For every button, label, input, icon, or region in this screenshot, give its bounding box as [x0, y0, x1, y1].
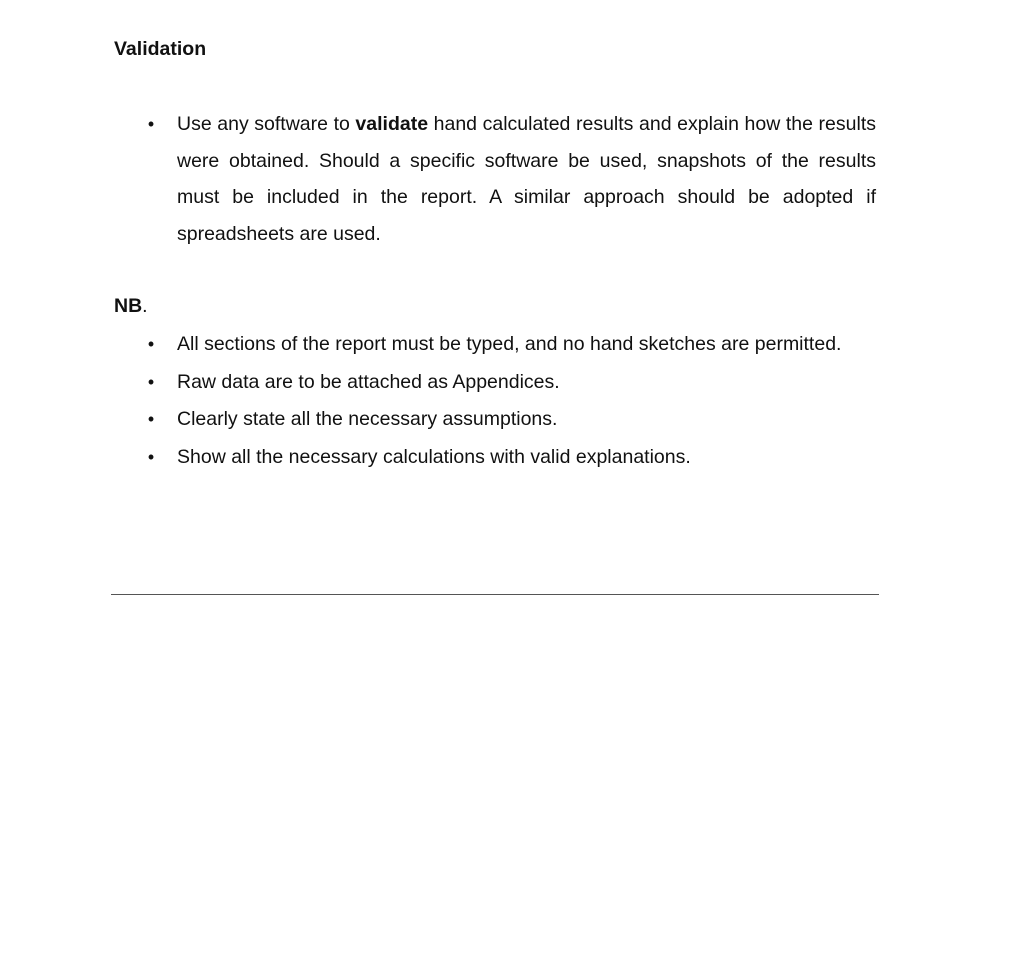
list-item [0, 106, 876, 252]
nb-heading-period: . [142, 295, 148, 317]
bullet-text-prefix: Use any software to [177, 113, 356, 135]
bullet-text-suffix: hand calculated results and explain how the results were obtained. Should a specific software be used, snapshots of the results must be included in the report. A similar approach should be adopted if spreadsheets are used. [177, 113, 876, 245]
validation-heading: Validation [114, 38, 207, 60]
bullet-text: Raw data are to be attached as Appendices. [177, 370, 560, 393]
nb-heading-text: NB [114, 295, 143, 317]
list-item [0, 439, 876, 477]
bullet-icon: • [147, 114, 155, 134]
bullet-icon: • [147, 334, 155, 354]
bullet-icon: • [147, 371, 155, 392]
list-item [0, 401, 876, 439]
list-item [0, 364, 876, 402]
bullet-text: Show all the necessary calculations with valid explanations. [177, 445, 691, 468]
bullet-text: Clearly state all the necessary assumptions. [177, 408, 558, 430]
validation-bullet-list [0, 106, 1035, 252]
nb-heading [114, 294, 148, 318]
bullet-text: All sections of the report must be typed, and no hand sketches are permitted. [177, 333, 842, 355]
bullet-icon: • [147, 409, 155, 429]
nb-bullet-list [0, 326, 1035, 476]
bullet-icon: • [147, 446, 155, 467]
bullet-text-bold: validate [355, 113, 429, 135]
list-item [0, 326, 876, 364]
horizontal-divider [111, 594, 879, 595]
